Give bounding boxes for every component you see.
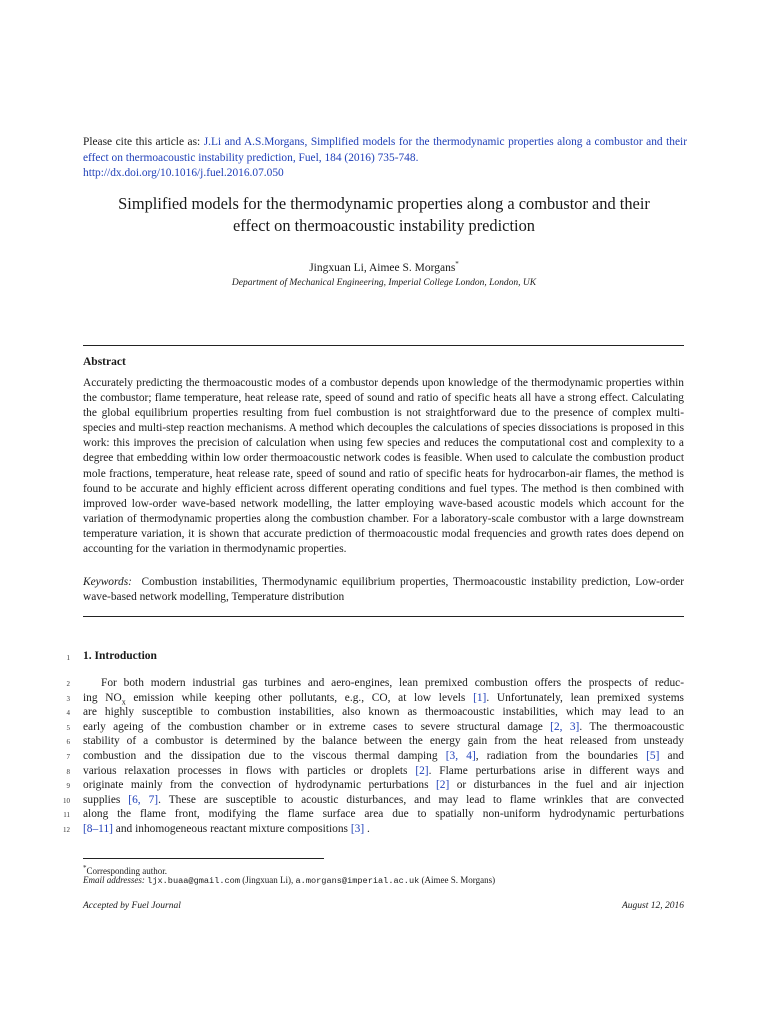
reference-link[interactable]: [2]: [415, 764, 429, 777]
text-run: and: [659, 750, 685, 762]
text-run: are highly susceptible to combustion instabilities, also known as thermoacoustic instabilities, which may lead to an: [83, 706, 684, 719]
line-number: 11: [63, 811, 70, 820]
line-number: 9: [66, 782, 70, 791]
text-run: or disturbances in the fuel and air injection: [449, 779, 684, 792]
body-text-line: [83, 676, 684, 690]
reference-link[interactable]: [5]: [646, 750, 660, 762]
body-text-line: [83, 778, 684, 792]
line-number: 3: [66, 694, 70, 703]
email-2-name: (Aimee S. Morgans): [421, 875, 496, 885]
reference-link[interactable]: [2, 3]: [550, 720, 580, 733]
abstract-heading: Abstract: [83, 356, 126, 368]
reference-link[interactable]: [8–11]: [83, 823, 113, 835]
body-text-line: [83, 720, 684, 734]
reference-link[interactable]: [2]: [436, 779, 450, 792]
line-number: 6: [66, 738, 70, 747]
footer-journal: Accepted by Fuel Journal: [83, 901, 181, 911]
reference-link[interactable]: [3]: [350, 823, 365, 835]
body-text-line: [83, 793, 684, 807]
line-number: 8: [66, 767, 70, 776]
citation-prefix: Please cite this article as:: [83, 136, 204, 148]
body-text-line: [83, 705, 684, 719]
authors-text: Jingxuan Li, Aimee S. Morgans: [309, 261, 456, 274]
doi-link[interactable]: http://dx.doi.org/10.1016/j.fuel.2016.07.050: [83, 167, 284, 179]
keywords-text: Combustion instabilities, Thermodynamic equilibrium properties, Thermoacoustic instability prediction, Low-order wave-based network modelling, Temperature distribution: [83, 576, 684, 604]
subscript: x: [121, 696, 126, 706]
body-text-line: [83, 822, 684, 836]
email-label: Email addresses:: [83, 875, 145, 885]
body-text-line: [83, 764, 684, 778]
body-text-line: [83, 807, 684, 821]
keywords: [83, 575, 684, 605]
text-run: early ageing of the combustion chamber or in extreme cases to severe structural damage: [83, 720, 551, 733]
keywords-label: Keywords:: [83, 576, 132, 588]
text-run: , radiation from the boundaries: [475, 750, 647, 762]
text-run: . The thermoacoustic: [579, 720, 684, 733]
text-run: originate mainly from the convection of hydrodynamic perturbations: [83, 779, 436, 792]
line-number: 1: [66, 654, 70, 662]
paper-title: [60, 193, 708, 237]
line-number: 10: [63, 796, 70, 805]
line-number: 5: [66, 723, 70, 732]
footnote-emails: [83, 874, 495, 887]
email-1[interactable]: ljx.buaa@gmail.com: [147, 876, 240, 886]
text-run: along the flame front, modifying the flame surface area due to spatially non-uniform hydrodynamic perturbations: [83, 808, 684, 821]
text-run: .: [364, 823, 370, 835]
affiliation: Department of Mechanical Engineering, Imperial College London, London, UK: [231, 278, 537, 288]
line-number: 7: [66, 753, 70, 761]
reference-link[interactable]: [3, 4]: [445, 750, 476, 762]
citation-link[interactable]: J.Li and A.S.Morgans, Simplified models for the thermodynamic properties along a combustor and their effect on thermoacoustic instability prediction, Fuel, 184 (2016) 735-748.: [83, 136, 687, 164]
section-heading: 1. Introduction: [83, 650, 157, 662]
text-run: combustion and the dissipation due to the viscous thermal damping: [83, 750, 446, 762]
bottom-rule: [83, 616, 684, 617]
text-run: stability of a combustor is determined by the balance between the energy gain from the heat released from unsteady: [83, 735, 684, 748]
title-line-1: Simplified models for the thermodynamic properties along a combustor and their: [118, 194, 650, 213]
line-number: 4: [66, 709, 70, 718]
footnote-mark: *: [83, 864, 87, 872]
text-run: ing NO: [83, 691, 122, 704]
line-number: 12: [63, 826, 70, 834]
text-run: supplies: [83, 793, 129, 806]
footnote-rule: [83, 858, 324, 859]
text-run: various relaxation processes in flows with particles or droplets: [83, 764, 416, 777]
title-line-2: effect on thermoacoustic instability prediction: [233, 216, 535, 235]
top-rule: [83, 345, 684, 346]
body-text-line: [83, 749, 684, 763]
reference-link[interactable]: [1]: [473, 691, 487, 704]
abstract-body: Accurately predicting the thermoacoustic modes of a combustor depends upon knowledge of the thermodynamic properties within the combustor; flame temperature, heat release rate, speed of sound and ratio of specific heats all have a strong effect. Calculating the global equilibrium properties resulting from fuel combustion is not straightforward due to the presence of complex multi-species and multi-step reaction mechanisms. A method which decouples the calculations of species dissociations is proposed in this work: this improves the precision of calculation when using few species and reduces the computational cost and complexity to a degree that embedding within low order thermoacoustic network codes is feasible. When used to calculate the combustion product mole fractions, temperature, heat release rate, speed of sound and ratio of specific heats for hydrocarbon-air flames, the method is found to be accurate and highly efficient across different operating conditions and fuel types. The method is then combined with improved low-order wave-based network modelling, the latter employing wave-based acoustic models which account for the variation of thermodynamic properties along the combustion chamber. For a laboratory-scale combustor with a large downstream temperature variation, it is shown that accurate prediction of thermoacoustic modal frequencies and growth rates does depend on accounting for the variation in thermodynamic properties.: [83, 377, 684, 556]
reference-link[interactable]: [6, 7]: [128, 793, 159, 806]
text-run: For both modern industrial gas turbines and aero-engines, lean premixed combustion offers the prospects of reduc-: [101, 677, 684, 689]
author-list: [0, 257, 768, 275]
email-2[interactable]: a.morgans@imperial.ac.uk: [295, 876, 420, 886]
text-run: . These are susceptible to acoustic disturbances, and may lead to flame wrinkles that are convected: [158, 793, 684, 806]
citation-note: [83, 135, 687, 182]
body-text-line: [83, 734, 684, 748]
footer-date: August 12, 2016: [621, 901, 684, 911]
line-number: 2: [66, 680, 70, 688]
text-run: emission while keeping other pollutants, e.g., CO, at low levels: [125, 691, 474, 704]
author-footnote-mark[interactable]: *: [455, 260, 459, 268]
text-run: . Flame perturbations arise in different ways and: [428, 764, 685, 777]
corresponding-text: Corresponding author.: [86, 866, 167, 876]
text-run: . Unfortunately, lean premixed systems: [486, 691, 684, 704]
text-run: and inhomogeneous reactant mixture compositions: [112, 823, 351, 835]
email-1-name: (Jingxuan Li),: [242, 875, 294, 885]
